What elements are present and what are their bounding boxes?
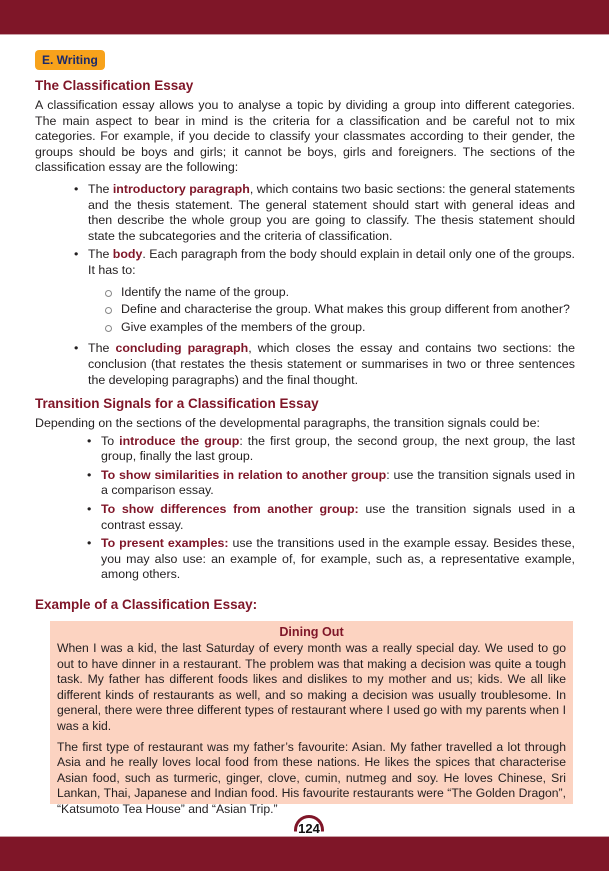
list-item-transition	[101, 468, 575, 499]
page-number-badge	[292, 815, 326, 837]
key-term: introduce the group	[119, 433, 240, 448]
item-text: , which contains two basic sections: the general statements and the thesis statement. The general statement should start with general ideas and then describe the whole group you are going to classify. The thesis statement should state the subcategories and the criteria of classification.	[88, 181, 575, 243]
item-text: The	[88, 247, 113, 262]
item-text: use the transitions used in the example essay. Besides these, you may also use: an example of, for example, such as, a representative example, among others.	[101, 536, 575, 582]
item-text: , which closes the essay and contains two sections: the conclusion (that restates the thesis statement or summarises in two or three sentences the developing paragraphs) and the final thought.	[88, 341, 576, 387]
essay-paragraph: The first type of restaurant was my father’s favourite: Asian. My father travelled a lot through Asia and he really loves local food from these nations. He likes the spices that characterise Asian food, such as turmeric, ginger, clove, cumin, nutmeg and soy. He loves Chinese, Sri Lankan, Thai, Japanese and Indian food. His favourite restaurants were “The Golden Dragon”, “Katsumoto Tea House” and “Asian Trip.”	[57, 739, 566, 816]
example-heading: Example of a Classification Essay:	[35, 597, 258, 613]
page-content	[35, 50, 575, 617]
page-number: 124	[298, 821, 320, 836]
item-text: The	[88, 181, 113, 196]
section-badge: E. Writing	[35, 50, 105, 70]
key-term: body	[112, 247, 143, 262]
item-text: : the first group, the second group, the next group, the last group, finally the last group.	[101, 433, 576, 464]
item-text: The	[88, 341, 116, 356]
item-text: To	[101, 433, 120, 448]
list-item-concluding	[88, 341, 575, 388]
classification-intro: A classification essay allows you to analyse a topic by dividing a group into different categories. The main aspect to bear in mind is the criteria for a classification and be careful not to mix categories. For example, if you decide to classify your classmates according to their gender, the groups should be boys and girls; it cannot be boys, girls and foreigners. The sections of the classification essay are the following:	[35, 98, 575, 175]
key-term: introductory paragraph	[112, 181, 250, 196]
key-term: concluding paragraph	[115, 341, 249, 356]
example-essay-box	[50, 621, 573, 816]
item-text: : use the transition signals used in a comparison essay.	[101, 467, 575, 498]
essay-title: Dining Out	[279, 625, 344, 639]
body-requirements-list	[88, 285, 575, 336]
sub-list-item: Define and characterise the group. What makes this group different from another?	[121, 302, 575, 318]
transitions-heading: Transition Signals for a Classification Essay	[35, 396, 319, 412]
essay-paragraph: When I was a kid, the last Saturday of every month was a really special day. We used to go out to have dinner in a restaurant. The problem was that making a decision was quite a tough task. My father has different foods likes and dislikes to my mother and us; kids. We all like different kinds of restaurants as well, and so making a decision was usually troublesome. In general, there were three different types of restaurant where I used go with my parents when I was a kid.	[57, 641, 566, 733]
key-term: To present examples:	[101, 536, 229, 551]
list-item-transition	[101, 536, 575, 583]
essay-sections-list	[35, 182, 575, 388]
list-item-transition	[101, 502, 575, 533]
transitions-list	[35, 434, 575, 583]
transitions-intro: Depending on the sections of the developmental paragraphs, the transition signals could be:	[35, 416, 540, 431]
item-text: use the transition signals used in a contrast essay.	[101, 502, 575, 532]
key-term: To show similarities in relation to another group	[101, 467, 387, 482]
list-item-body	[88, 247, 575, 335]
top-header-bar	[0, 0, 609, 35]
key-term: To show differences from another group:	[101, 502, 359, 517]
bottom-footer-bar	[0, 836, 609, 871]
item-text: . Each paragraph from the body should explain in detail only one of the groups. It has to:	[88, 247, 575, 277]
classification-heading: The Classification Essay	[35, 78, 194, 93]
list-item-transition	[101, 434, 575, 465]
sub-list-item: Give examples of the members of the group.	[121, 320, 575, 336]
list-item-introductory	[88, 182, 575, 244]
sub-list-item: Identify the name of the group.	[121, 285, 575, 301]
